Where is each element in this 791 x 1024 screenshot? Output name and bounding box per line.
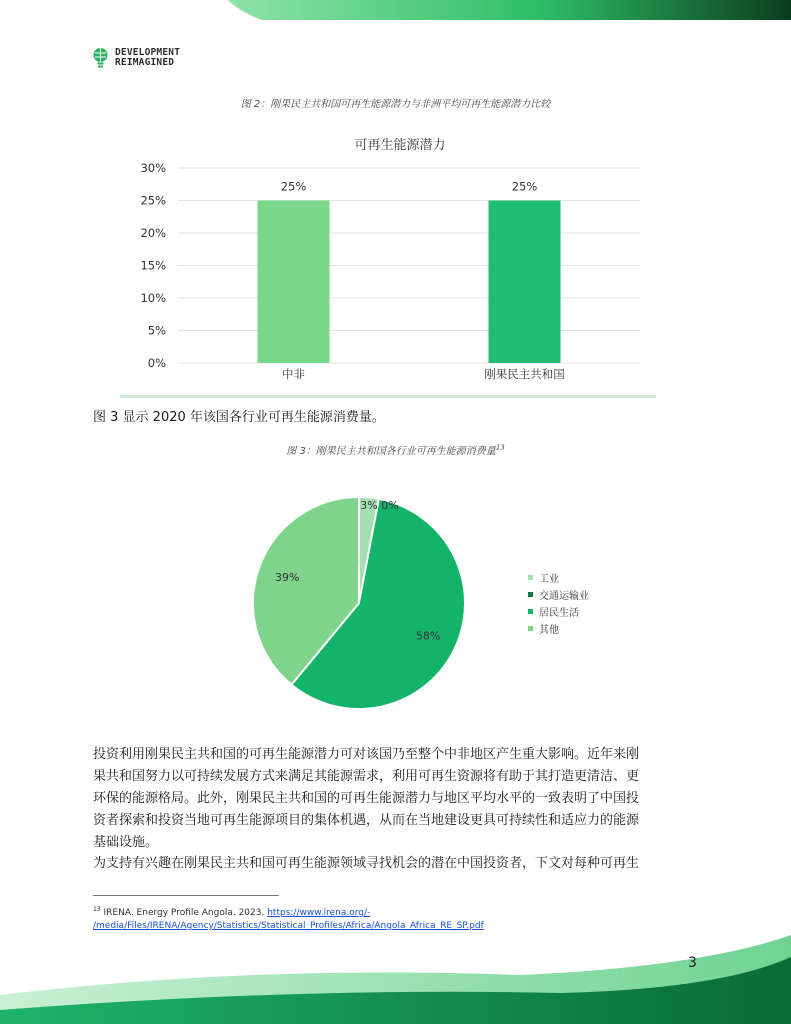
figure3-caption-text: 图 3：刚果民主共和国各行业可再生能源消费量 [286, 446, 496, 457]
legend-label: 居民生活 [539, 608, 579, 619]
y-tick-label: 20% [140, 226, 166, 240]
bar-chart [120, 155, 656, 385]
pie-chart [230, 475, 490, 715]
logo-line2: REIMAGINED [115, 57, 175, 68]
y-tick-label: 30% [140, 161, 166, 175]
legend-swatch [528, 609, 533, 614]
body-paragraph-2: 为支持有兴趣在刚果民主共和国可再生能源领域寻找机会的潜在中国投资者，下文对每种可再生 [93, 856, 640, 871]
x-tick-label: 刚果民主共和国 [484, 367, 565, 381]
paragraph-line: 基础设施。 [93, 835, 159, 850]
legend-item [528, 586, 589, 603]
y-tick-label: 15% [140, 258, 166, 273]
figure3-intro: 图 3 显示 2020 年该国各行业可再生能源消费量。 [93, 410, 385, 425]
legend-swatch [528, 626, 533, 631]
legend-swatch [528, 575, 533, 580]
legend-swatch [528, 592, 533, 597]
pie-value-label: 58% [415, 629, 441, 643]
top-decorative-band [0, 0, 791, 20]
figure3-caption-note: 13 [495, 443, 505, 452]
chart-title: 可再生能源潜力 [354, 138, 446, 153]
footnote-link-line2[interactable]: /media/Files/IRENA/Agency/Statistics/Statistical_Profiles/Africa/Angola_Africa_RE_SP.pdf [93, 921, 484, 931]
legend-label: 工业 [539, 574, 559, 585]
bar-value-label: 25% [280, 179, 307, 194]
paragraph-line: 投资利用刚果民主共和国的可再生能源潜力可对该国乃至整个中非地区产生重大影响。近年来刚 [93, 747, 640, 762]
footnote [93, 903, 484, 933]
footnote-text: IRENA. Energy Profile Angola. 2023. [100, 908, 268, 918]
y-tick-label: 0% [147, 356, 166, 370]
pie-value-label: 0% [381, 499, 399, 512]
legend-item [528, 569, 589, 586]
pie-value-label: 39% [274, 571, 300, 585]
footnote-divider [93, 895, 279, 896]
legend-item [528, 603, 589, 620]
page-number: 3 [688, 955, 697, 971]
paragraph-line: 资者探索和投资当地可再生能源项目的集体机遇，从而在当地建设更具可持续性和适应力的能源 [93, 813, 640, 828]
logo-line1: DEVELOPMENT [115, 47, 181, 58]
footnote-link-line1[interactable]: https://www.irena.org/- [267, 908, 371, 918]
figure2-caption: 图 2：刚果民主共和国可再生能源潜力与非洲平均可再生能源潜力比较 [240, 99, 551, 110]
body-paragraph-1 [93, 744, 699, 854]
legend-label: 其他 [539, 625, 559, 636]
pie-legend [528, 569, 589, 637]
pie-value-label: 3% [360, 499, 378, 512]
brand-logo [92, 47, 180, 69]
y-tick-label: 10% [140, 291, 166, 305]
bar-value-label: 25% [511, 179, 538, 194]
globe-bulb-icon [92, 47, 109, 69]
bar [489, 201, 561, 364]
legend-item [528, 620, 589, 637]
chart-frame-bottom [120, 395, 656, 398]
y-tick-label: 5% [147, 323, 166, 338]
x-tick-label: 中非 [282, 367, 305, 381]
y-tick-label: 25% [140, 193, 166, 208]
figure3-caption [0, 442, 791, 457]
bar [258, 201, 330, 364]
paragraph-line: 果共和国努力以可持续发展方式来满足其能源需求，利用可再生资源将有助于其打造更清洁、更 [93, 769, 640, 784]
footnote-number: 13 [93, 906, 101, 913]
legend-label: 交通运输业 [539, 591, 589, 602]
paragraph-line: 环保的能源格局。此外，刚果民主共和国的可再生能源潜力与地区平均水平的一致表明了中国投 [93, 791, 640, 806]
